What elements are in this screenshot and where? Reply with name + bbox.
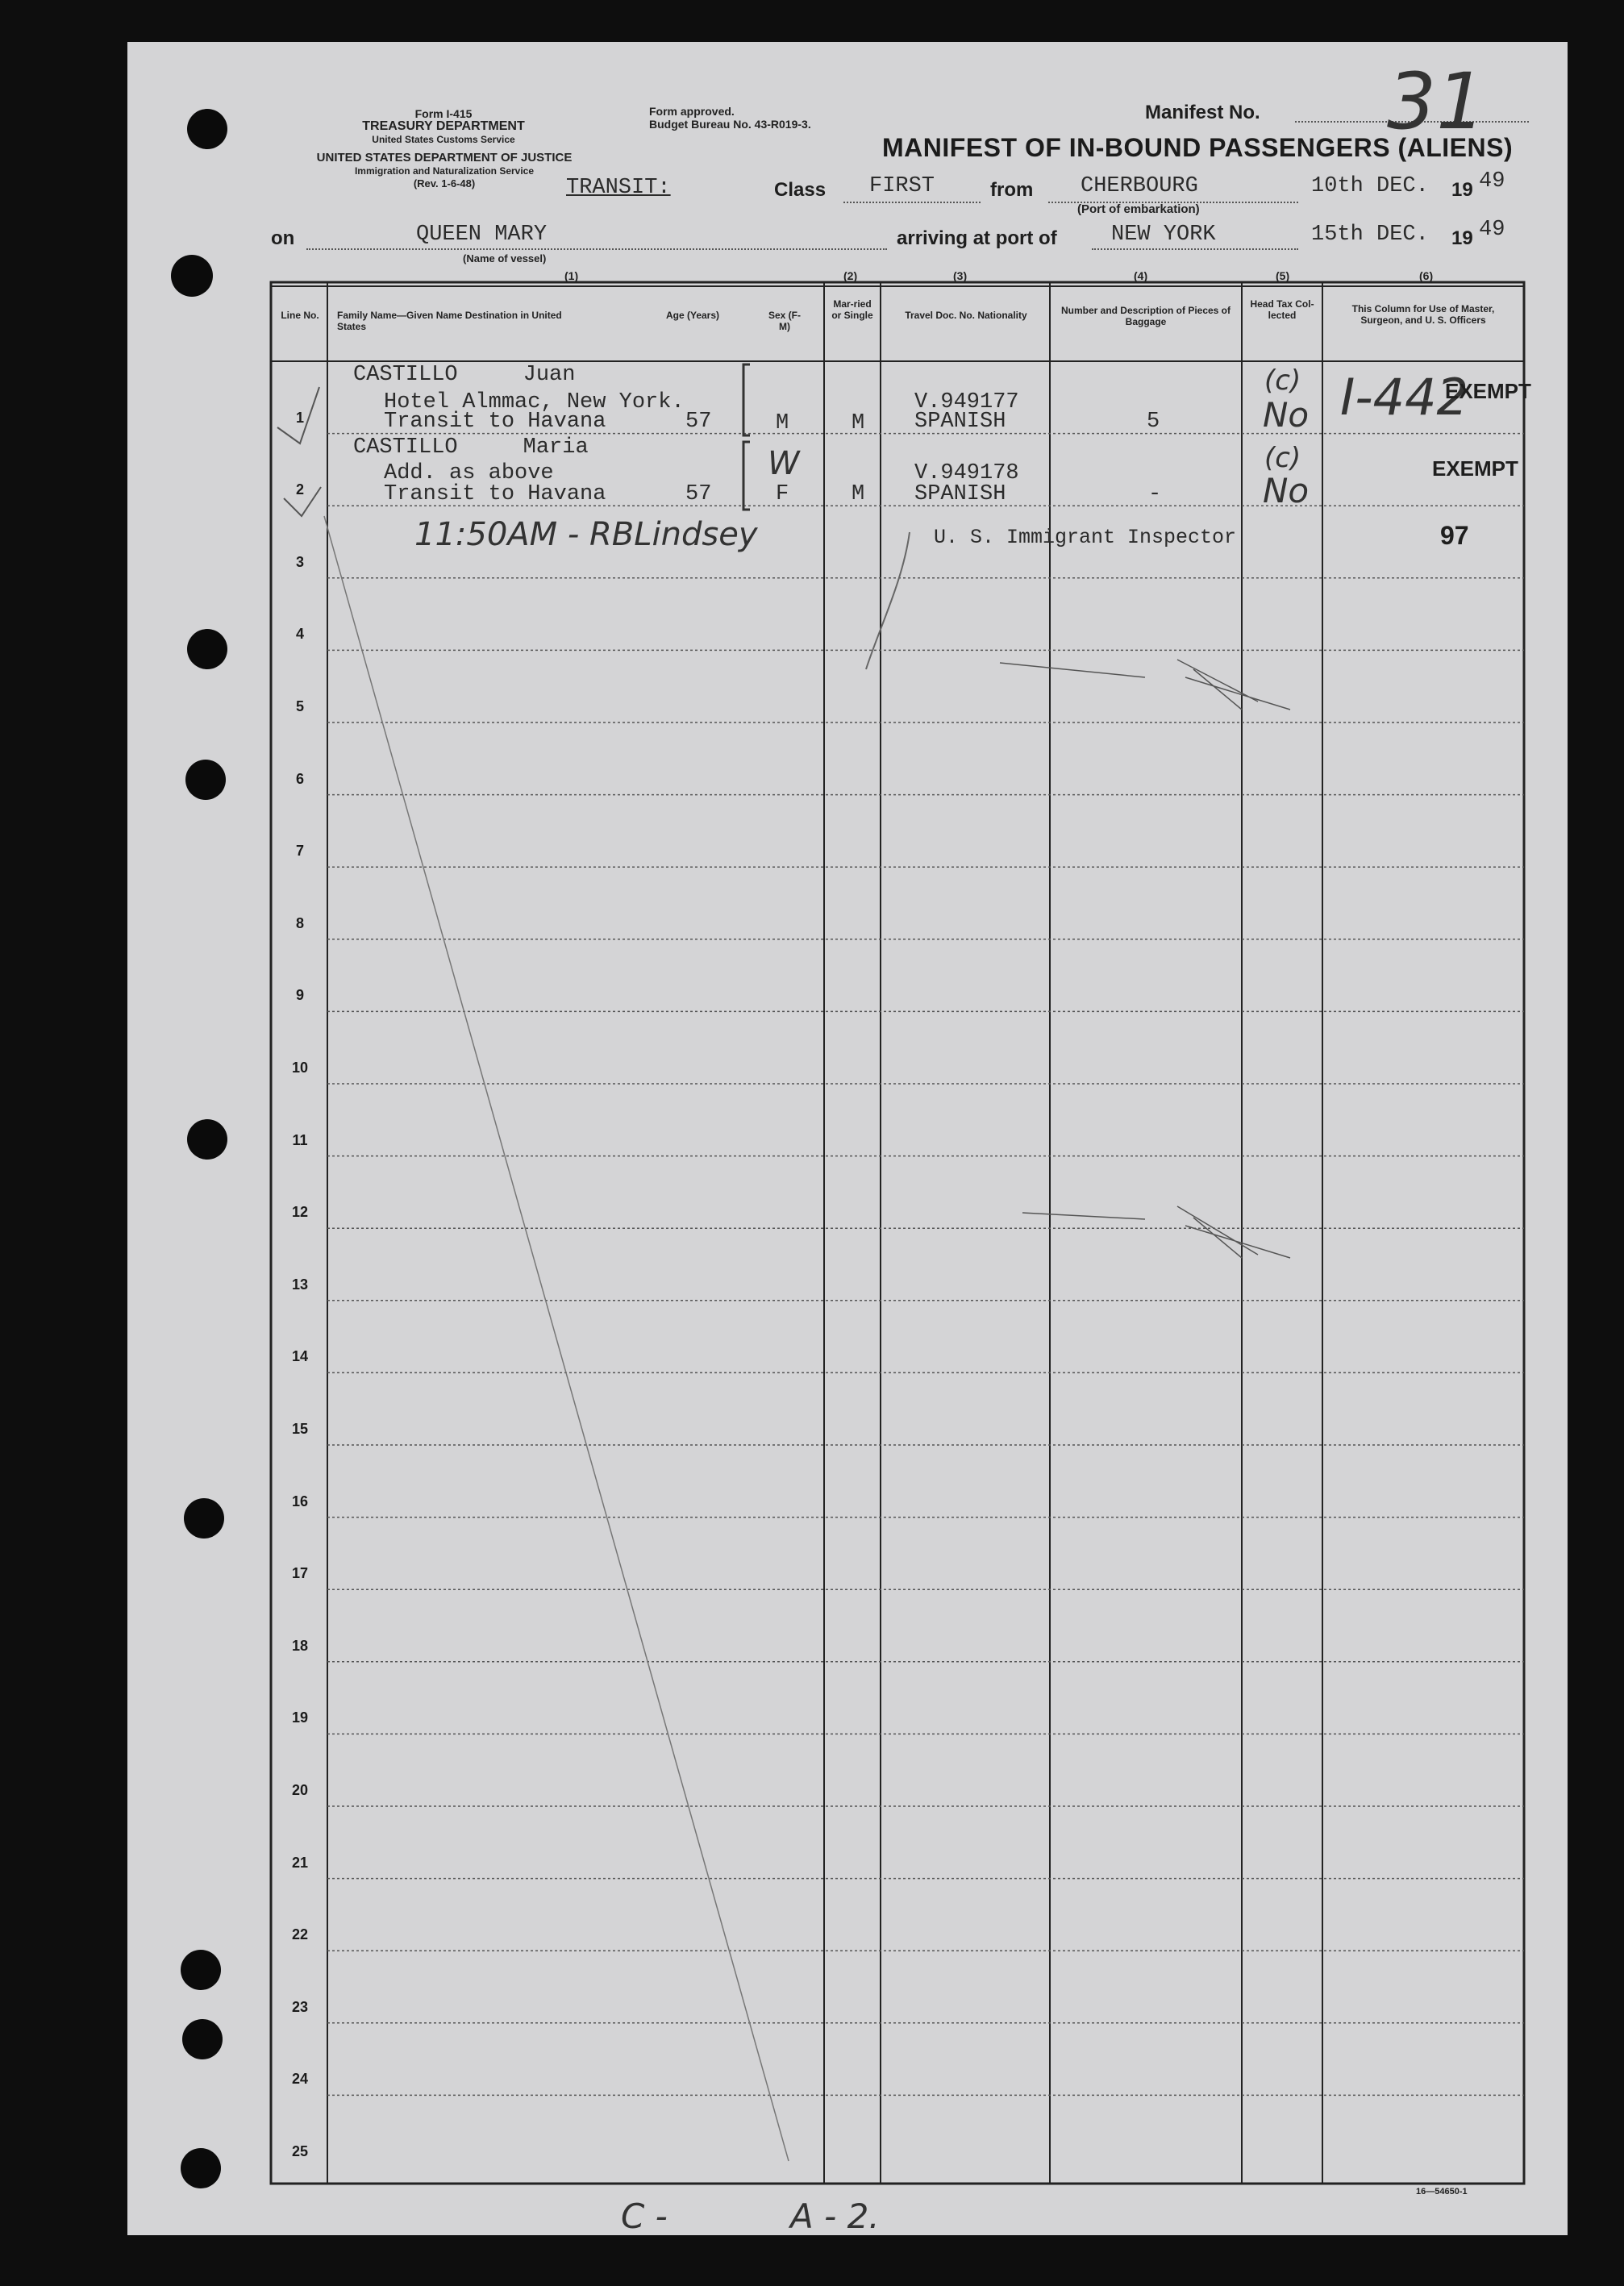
treasury-department: TREASURY DEPARTMENT xyxy=(362,119,525,133)
arrival-year-prefix: 19 xyxy=(1451,227,1473,249)
line-number: 14 xyxy=(291,1348,309,1365)
passenger-2-dest: Add. as above xyxy=(384,461,554,485)
revision: (Rev. 1-6-48) xyxy=(413,177,476,189)
print-code: 16—54650-1 xyxy=(1416,2187,1468,2196)
passenger-2-transit: Transit to Havana xyxy=(384,482,606,506)
arrival-year: 49 xyxy=(1479,218,1505,242)
budget-bureau: Budget Bureau No. 43-R019-3. xyxy=(649,118,811,131)
passenger-2-exempt-stamp: EXEMPT xyxy=(1432,456,1518,481)
line-number: 7 xyxy=(295,843,304,860)
passenger-1-married: M xyxy=(852,411,865,435)
col-num-4: (4) xyxy=(1134,269,1148,282)
port-embarkation: CHERBOURG xyxy=(1081,174,1198,198)
col-num-6: (6) xyxy=(1419,269,1434,282)
hand-w-mark: W xyxy=(768,445,800,482)
record-count: 97 xyxy=(1440,521,1469,550)
line-number: 1 xyxy=(295,409,304,426)
passenger-1-tax-mark: (c) xyxy=(1264,364,1301,397)
on-label: on xyxy=(271,227,295,249)
line-number: 20 xyxy=(291,1782,309,1798)
line-number: 23 xyxy=(291,1998,309,2015)
col-header-age: Age (Years) xyxy=(665,310,720,321)
passenger-1-head-tax: No xyxy=(1263,395,1310,435)
passenger-2-nationality: SPANISH xyxy=(914,482,1006,506)
line-number: 13 xyxy=(291,1276,309,1293)
depart-year: 49 xyxy=(1479,169,1505,194)
depart-year-prefix: 19 xyxy=(1451,179,1473,201)
line-number: 9 xyxy=(295,987,304,1004)
line-number: 5 xyxy=(295,698,304,714)
passenger-2-age: 57 xyxy=(685,482,712,506)
ins-title: Immigration and Naturalization Service xyxy=(354,165,535,177)
passenger-1-sex: M xyxy=(776,411,789,435)
line-number: 2 xyxy=(295,481,304,498)
vessel-name: QUEEN MARY xyxy=(416,223,548,247)
line-number: 19 xyxy=(291,1709,309,1726)
col-num-5: (5) xyxy=(1276,269,1290,282)
line-number: 21 xyxy=(291,1854,309,1871)
page-title: MANIFEST OF IN-BOUND PASSENGERS (ALIENS) xyxy=(882,133,1514,162)
passenger-2-baggage: - xyxy=(1148,482,1162,506)
passenger-1-dest: Hotel Almmac, New York. xyxy=(384,390,685,414)
col-header-baggage: Number and Description of Pieces of Baggage xyxy=(1060,305,1231,327)
passenger-1-name: CASTILLO Juan xyxy=(353,363,576,387)
passenger-2-name: CASTILLO Maria xyxy=(353,435,589,460)
customs-service: United States Customs Service xyxy=(372,134,515,145)
passenger-2-tax-mark: (c) xyxy=(1264,442,1301,474)
footer-hand-a: A - 2. xyxy=(790,2196,880,2236)
col-num-1: (1) xyxy=(564,269,579,282)
passenger-1-nationality: SPANISH xyxy=(914,410,1006,434)
time-signature: 11:50AM - RBLindsey xyxy=(414,516,758,553)
manifest-no: 31 xyxy=(1387,56,1486,147)
depart-date: 10th DEC. xyxy=(1311,174,1429,198)
col-num-2: (2) xyxy=(843,269,858,282)
passenger-2-doc: V.949178 xyxy=(914,461,1019,485)
col-header-name: Family Name—Given Name Destination in United States xyxy=(337,310,562,332)
form-approved: Form approved. xyxy=(649,105,735,118)
line-number: 15 xyxy=(291,1421,309,1437)
passenger-2-married: M xyxy=(852,482,865,506)
line-number: 11 xyxy=(292,1131,308,1148)
arrival-date: 15th DEC. xyxy=(1311,223,1429,247)
passenger-1-transit: Transit to Havana xyxy=(384,410,606,434)
inspector-caption: U. S. Immigrant Inspector xyxy=(934,526,1237,549)
line-number: 25 xyxy=(291,2143,309,2159)
col-header-line-no: Line No. xyxy=(281,310,319,321)
line-number: 22 xyxy=(291,1926,309,1943)
passenger-1-baggage: 5 xyxy=(1147,410,1160,434)
class-label: Class xyxy=(774,179,827,201)
line-number: 24 xyxy=(291,2071,309,2088)
line-number: 17 xyxy=(291,1565,309,1582)
line-number: 3 xyxy=(295,553,304,570)
passenger-1-exempt-stamp: EXEMPT xyxy=(1445,379,1531,403)
col-header-travel-doc: Travel Doc. No. Nationality xyxy=(905,310,1027,321)
form-number: Form I-415 xyxy=(414,107,473,120)
vessel-caption: (Name of vessel) xyxy=(463,252,547,264)
from-label: from xyxy=(990,179,1034,201)
line-number: 18 xyxy=(291,1637,309,1654)
transit-label: TRANSIT: xyxy=(566,176,671,200)
line-number: 16 xyxy=(291,1493,309,1509)
port-arrival: NEW YORK xyxy=(1111,223,1216,247)
port-embarkation-caption: (Port of embarkation) xyxy=(1077,202,1200,216)
passenger-2-head-tax: No xyxy=(1263,471,1310,510)
col-header-sex: Sex (F-M) xyxy=(768,310,801,332)
manifest-no-label: Manifest No. xyxy=(1145,102,1260,123)
line-number: 12 xyxy=(291,1204,309,1221)
line-number: 8 xyxy=(295,914,304,931)
class-value: FIRST xyxy=(869,174,935,198)
line-number: 4 xyxy=(295,626,304,643)
col-header-head-tax: Head Tax Col-lected xyxy=(1250,298,1314,321)
arriving-label: arriving at port of xyxy=(897,227,1057,249)
passenger-1-doc: V.949177 xyxy=(914,390,1019,414)
passenger-1-age: 57 xyxy=(685,410,712,434)
passenger-1-officer-hand: I-442 xyxy=(1340,368,1468,427)
col-header-married: Mar-ried or Single xyxy=(831,298,873,321)
line-number: 6 xyxy=(295,770,304,787)
line-number: 10 xyxy=(291,1060,309,1076)
passenger-2-sex: F xyxy=(776,482,789,506)
col-header-officers: This Column for Use of Master, Surgeon, and U. S. Officers xyxy=(1351,303,1495,326)
footer-hand-c: C - xyxy=(621,2196,668,2236)
doj-title: UNITED STATES DEPARTMENT OF JUSTICE xyxy=(316,151,573,164)
col-num-3: (3) xyxy=(953,269,968,282)
